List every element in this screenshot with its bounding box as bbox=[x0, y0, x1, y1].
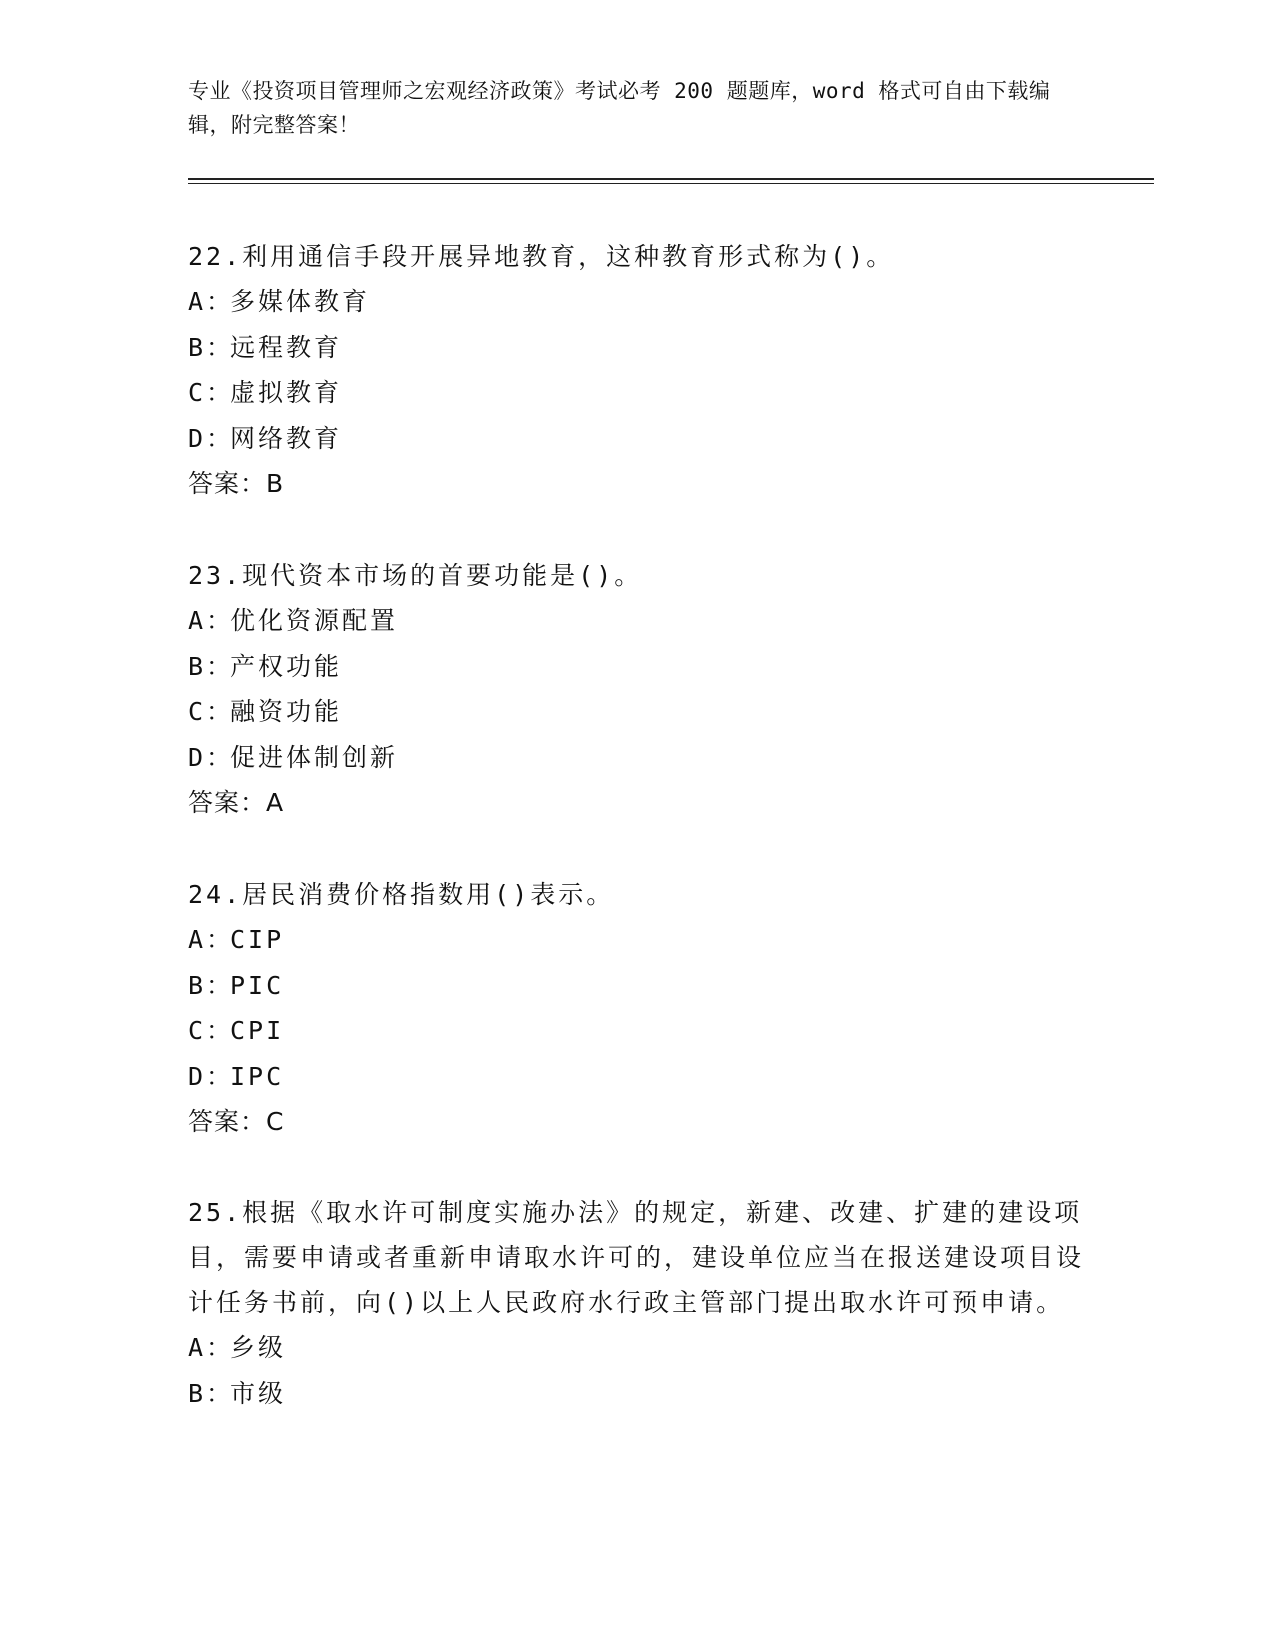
option-d bbox=[188, 735, 1088, 781]
option-letter: C： bbox=[188, 697, 235, 726]
option-c bbox=[188, 1008, 1088, 1054]
option-text: 虚拟教育 bbox=[230, 378, 343, 407]
option-b bbox=[188, 1371, 1088, 1417]
option-a bbox=[188, 1325, 1088, 1371]
option-text: PIC bbox=[230, 970, 285, 1000]
header-divider bbox=[188, 178, 1154, 180]
option-text: CIP bbox=[230, 925, 285, 954]
answer-line: 答案：C bbox=[188, 1107, 285, 1136]
answer-line: 答案：A bbox=[188, 788, 285, 817]
option-text: 市级 bbox=[230, 1378, 287, 1408]
option-text: 网络教育 bbox=[230, 423, 343, 453]
option-letter: B： bbox=[188, 651, 235, 681]
option-letter: B： bbox=[188, 1378, 235, 1408]
answer-line: 答案：B bbox=[188, 469, 285, 498]
option-text: 促进体制创新 bbox=[230, 742, 399, 772]
question-23 bbox=[188, 553, 1088, 825]
question-stem: 25.根据《取水许可制度实施办法》的规定，新建、改建、扩建的建设项目，需要申请或者重新申请取水许可的，建设单位应当在报送建设项目设计任务书前，向()以上人民政府水行政主管部门提出取水许可预申请。 bbox=[188, 1198, 1085, 1317]
option-b bbox=[188, 325, 1088, 371]
option-letter: C： bbox=[188, 378, 235, 407]
option-letter: A： bbox=[188, 1333, 235, 1362]
option-text: 融资功能 bbox=[230, 697, 343, 726]
question-stem: 24.居民消费价格指数用()表示。 bbox=[188, 880, 615, 909]
option-text: CPI bbox=[230, 1016, 285, 1045]
option-a bbox=[188, 598, 1088, 644]
option-letter: A： bbox=[188, 925, 235, 954]
option-d bbox=[188, 416, 1088, 462]
option-letter: C： bbox=[188, 1016, 235, 1045]
document-header: 专业《投资项目管理师之宏观经济政策》考试必考 200 题题库，word 格式可自由下载编辑，附完整答案！ bbox=[188, 79, 1051, 137]
question-25 bbox=[188, 1190, 1088, 1416]
option-text: 远程教育 bbox=[230, 332, 343, 362]
option-d bbox=[188, 1054, 1088, 1100]
option-text: 产权功能 bbox=[230, 651, 343, 681]
option-letter: A： bbox=[188, 606, 235, 635]
option-a bbox=[188, 279, 1088, 325]
option-letter: B： bbox=[188, 332, 235, 362]
option-text: 乡级 bbox=[230, 1333, 287, 1362]
option-b bbox=[188, 963, 1088, 1009]
option-letter: D： bbox=[188, 742, 235, 772]
question-stem: 22.利用通信手段开展异地教育，这种教育形式称为()。 bbox=[188, 242, 895, 271]
option-letter: D： bbox=[188, 423, 235, 453]
option-letter: B： bbox=[188, 970, 235, 1000]
option-letter: A： bbox=[188, 287, 235, 316]
question-24 bbox=[188, 872, 1088, 1144]
option-a bbox=[188, 917, 1088, 963]
option-c bbox=[188, 370, 1088, 416]
question-stem: 23.现代资本市场的首要功能是()。 bbox=[188, 561, 643, 590]
option-text: 多媒体教育 bbox=[230, 287, 371, 316]
option-c bbox=[188, 689, 1088, 735]
question-22 bbox=[188, 234, 1088, 506]
option-text: IPC bbox=[230, 1061, 285, 1091]
option-b bbox=[188, 644, 1088, 690]
option-text: 优化资源配置 bbox=[230, 606, 399, 635]
option-letter: D： bbox=[188, 1061, 235, 1091]
header-divider-thin bbox=[188, 183, 1154, 184]
